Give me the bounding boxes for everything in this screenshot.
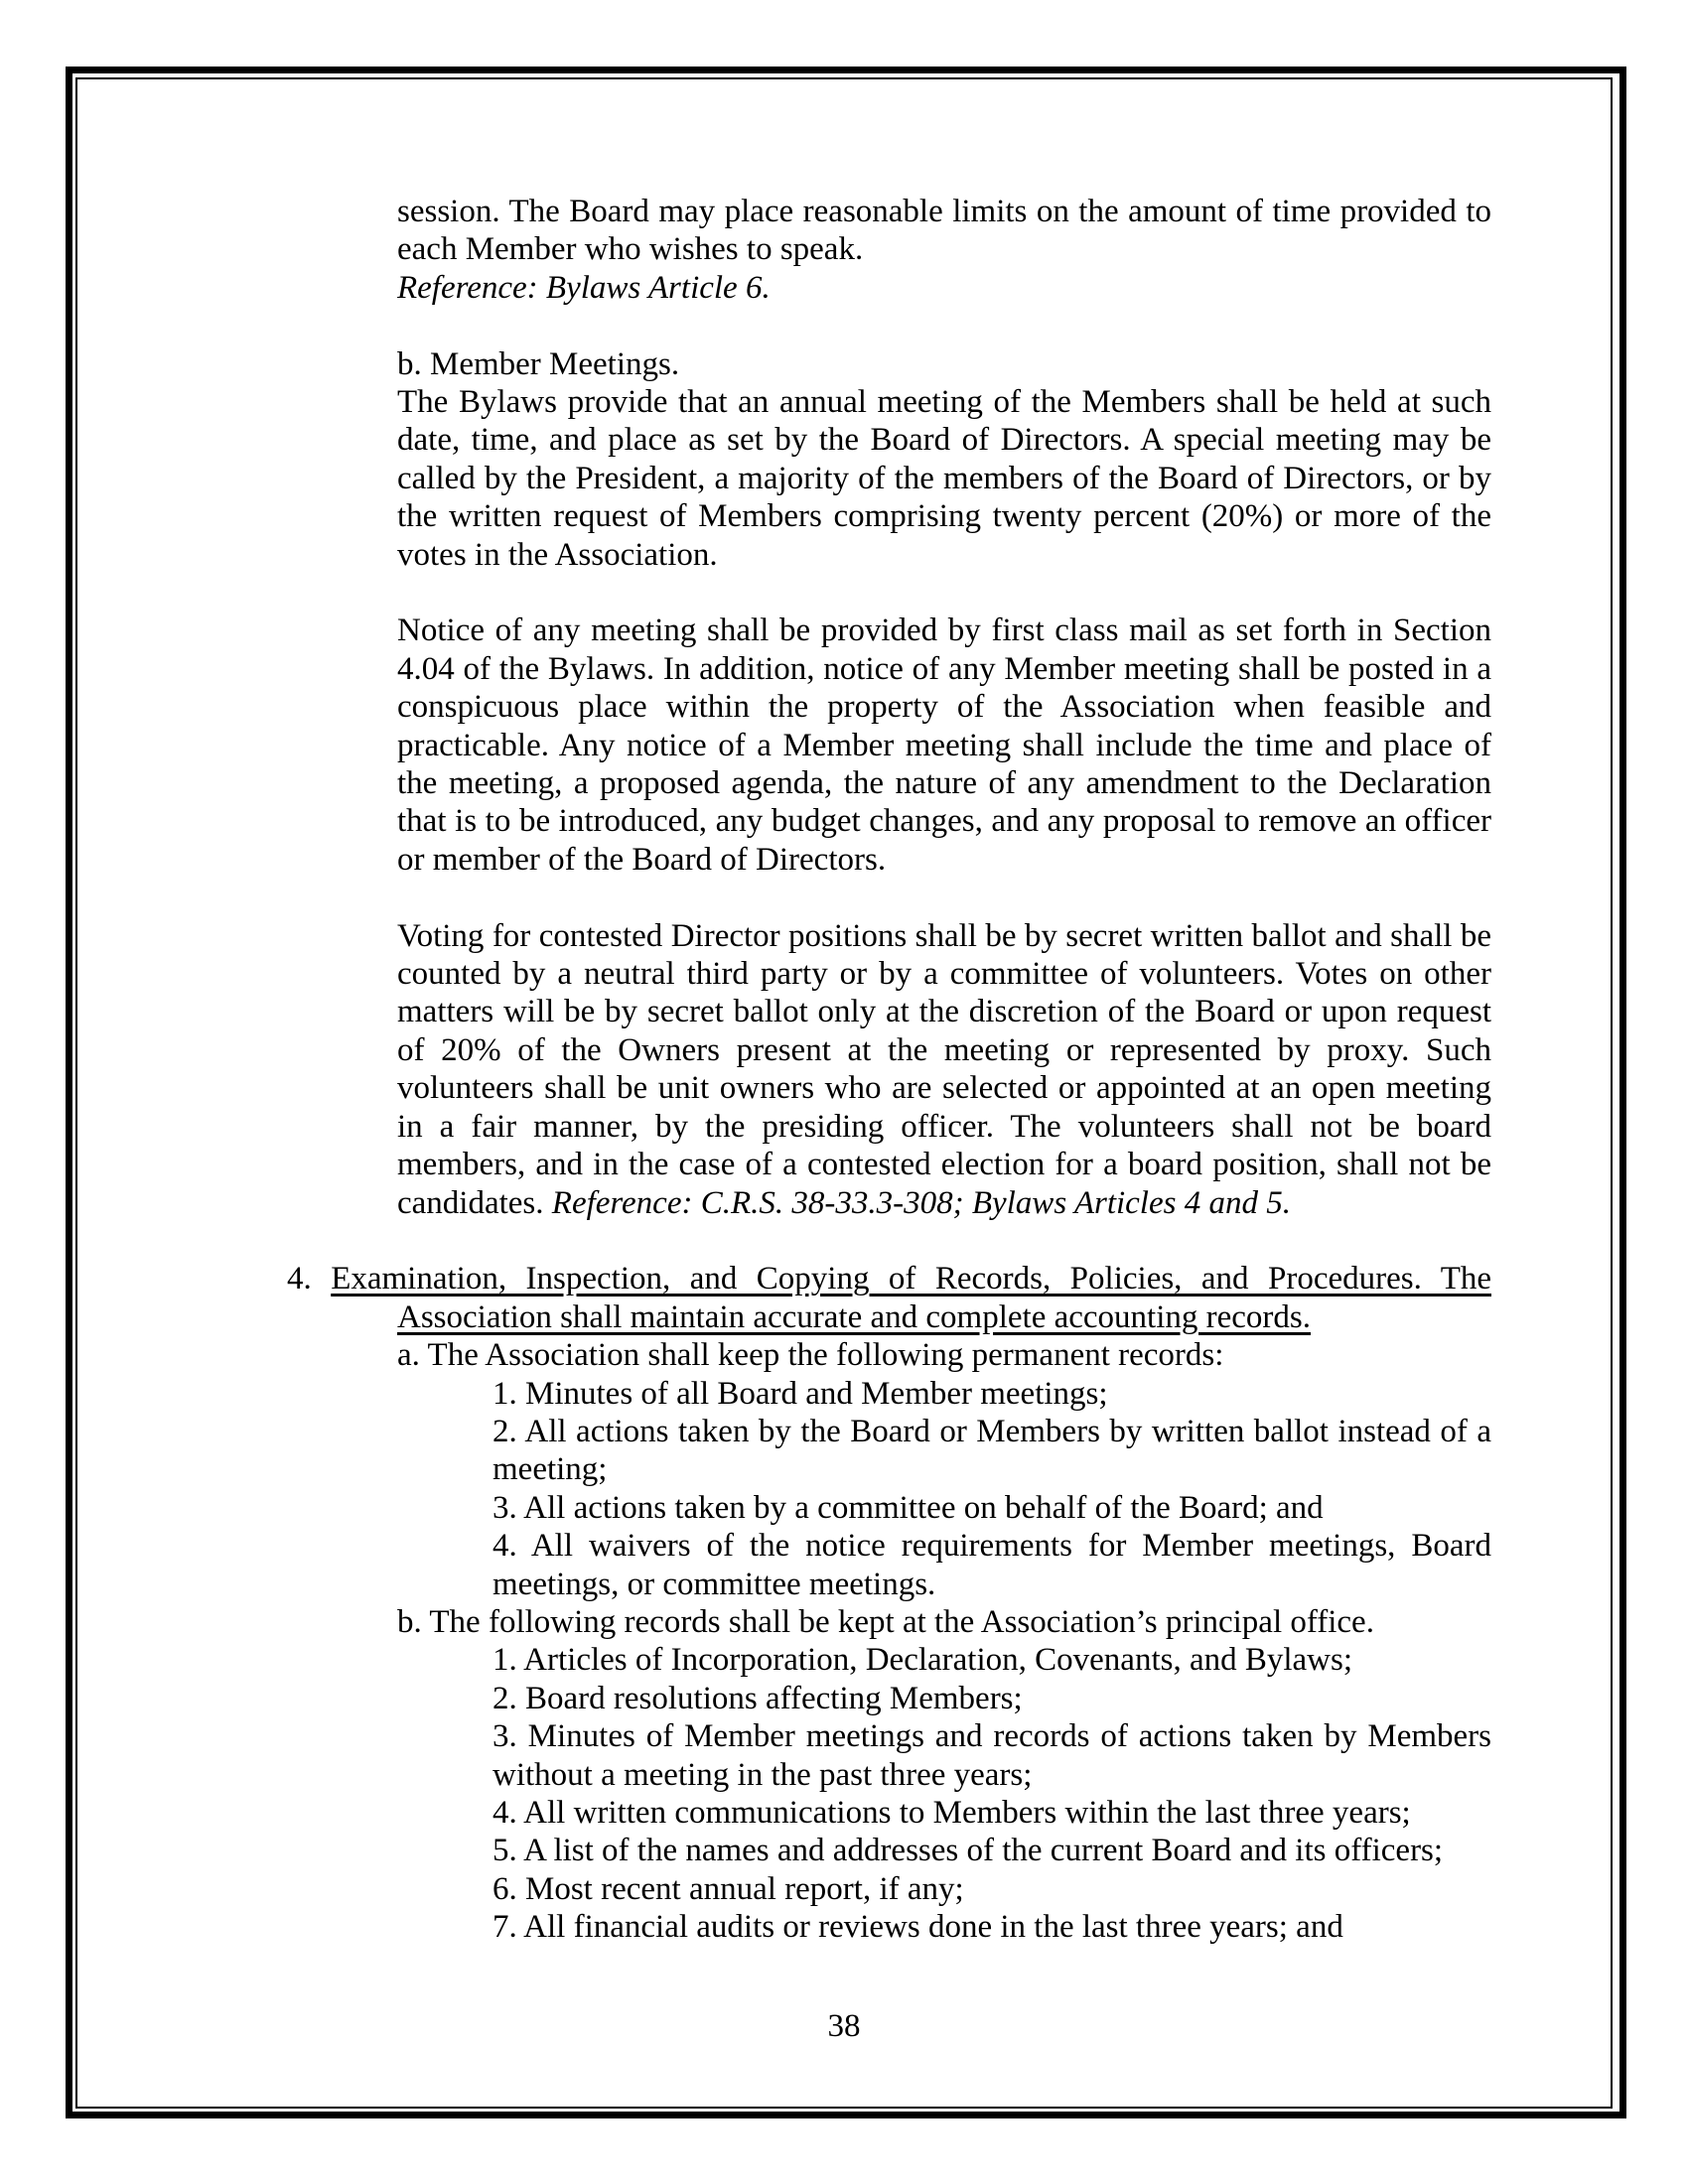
list-a-item-4-text: 4. All waivers of the notice requirements for Member meetings, Board meetings, or committee meetings. [492,1528,1491,1602]
reference-bylaws-article-6: Reference: Bylaws Article 6. [397,269,771,306]
reference-crs-38-33-3-308: Reference: C.R.S. 38-33.3-308; Bylaws Articles 4 and 5. [551,1184,1291,1221]
subitem-b-intro [397,1603,1491,1641]
paragraph-meeting-notice [397,612,1491,879]
document-content [287,193,1491,1947]
list-b-item-2-text: 2. Board resolutions affecting Members; [492,1680,1023,1716]
list-a-item-3-text: 3. All actions taken by a committee on behalf of the Board; and [492,1489,1324,1526]
subitem-b-intro-text: b. The following records shall be kept at the Association’s principal office. [397,1603,1374,1640]
voting-text: Voting for contested Director positions shall be by secret written ballot and shall be counted by a neutral third party or by a committee of volunteers. Votes on other matters will be by secret ballot only at the discretion of the Board or upon request of 20% of the Owners present at the meeting or represented by proxy. Such volunteers shall be unit owners who are selected or appointed at an open meeting in a fair manner, by the presiding officer. The volunteers shall not be board members, and in the case of a contested election for a board position, shall not be candidates. [397,917,1491,1221]
meeting-notice-text: Notice of any meeting shall be provided by first class mail as set forth in Section 4.04 of the Bylaws. In addition, notice of any Member meeting shall be posted in a conspicuous place within the property of the Association when feasible and practicable. Any notice of a Member meeting shall include the time and place of the meeting, a proposed agenda, the nature of any amendment to the Declaration that is to be introduced, any budget changes, and any proposal to remove an officer or member of the Board of Directors. [397,613,1491,878]
paragraph-voting [397,917,1491,1222]
heading-item-4-records [287,1260,1491,1336]
list-b-item-5 [492,1832,1491,1869]
subitem-a-intro [397,1336,1491,1374]
list-b-item-1-text: 1. Articles of Incorporation, Declaration, Covenants, and Bylaws; [492,1642,1353,1679]
list-b-item-2 [492,1680,1491,1717]
list-a-item-1 [492,1375,1491,1413]
list-a-item-3 [492,1489,1491,1527]
list-b-item-7-text: 7. All financial audits or reviews done in the last three years; and [492,1909,1343,1946]
list-b-item-4 [492,1794,1491,1832]
list-b-item-5-text: 5. A list of the names and addresses of the current Board and its officers; [492,1833,1444,1869]
list-a-item-2 [492,1413,1491,1489]
list-b-item-1 [492,1641,1491,1679]
list-a-item-4 [492,1527,1491,1603]
list-b-item-3-text: 3. Minutes of Member meetings and records of actions taken by Members without a meeting in the past three years; [492,1718,1491,1793]
list-a-item-2-text: 2. All actions taken by the Board or Members by written ballot instead of a meeting; [492,1413,1491,1488]
list-a-item-1-text: 1. Minutes of all Board and Member meetings; [492,1375,1108,1412]
item-4-number: 4. [287,1261,312,1297]
item-4-title: Examination, Inspection, and Copying of Records, Policies, and Procedures. The Association shall maintain accurate and complete accounting records. [331,1261,1491,1335]
list-b-item-4-text: 4. All written communications to Members within the last three years; [492,1795,1411,1831]
list-b-item-3 [492,1717,1491,1794]
subitem-a-intro-text: a. The Association shall keep the following permanent records: [397,1337,1224,1374]
list-b-item-6-text: 6. Most recent annual report, if any; [492,1870,964,1907]
paragraph-speaking-limits-text: session. The Board may place reasonable limits on the amount of time provided to each Member who wishes to speak. [397,194,1491,268]
member-meetings-text: The Bylaws provide that an annual meeting of the Members shall be held at such date, time, and place as set by the Board of Directors. A special meeting may be called by the President, a majority of the members of the Board of Directors, or by the written request of Members comprising twenty percent (20%) or more of the votes in the Association. [397,384,1491,573]
paragraph-speaking-limits [397,193,1491,307]
paragraph-member-meetings [397,345,1491,574]
member-meetings-heading: b. Member Meetings. [397,345,680,382]
list-b-item-6 [492,1870,1491,1908]
list-b-item-7 [492,1908,1491,1946]
page-number: 38 [827,2008,861,2044]
